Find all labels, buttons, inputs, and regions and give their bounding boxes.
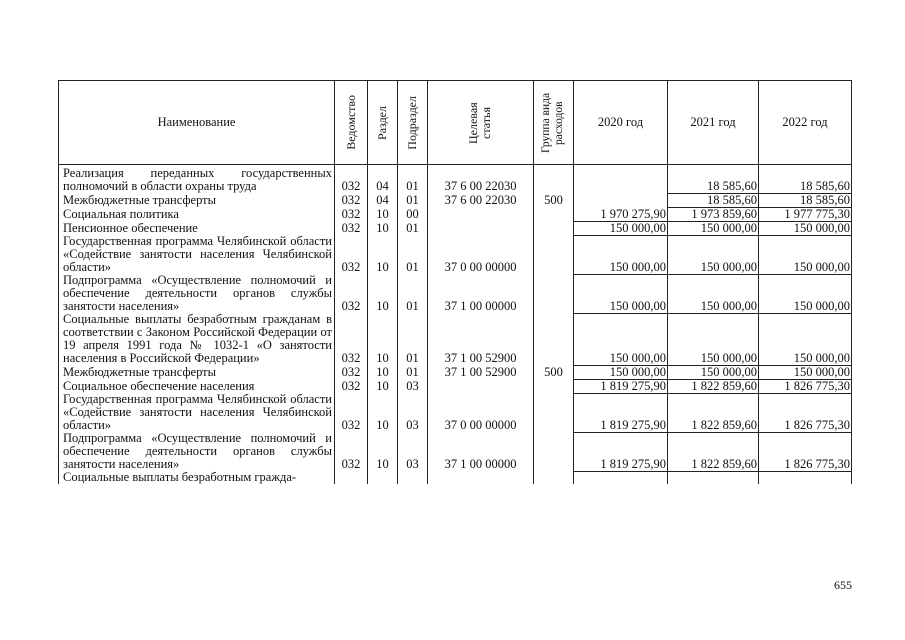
- cell-2020: 150 000,00: [574, 365, 668, 379]
- table-body: [59, 165, 852, 485]
- cell-subsection: 01: [398, 235, 428, 274]
- cell-dept: 032: [335, 221, 368, 235]
- cell-section: 10: [368, 221, 398, 235]
- table-row: [59, 235, 852, 274]
- cell-name: Социальное обеспечение населения: [59, 379, 335, 393]
- cell-target: [428, 471, 534, 484]
- cell-2021: [668, 471, 759, 484]
- cell-2020: 1 819 275,90: [574, 432, 668, 471]
- cell-2020: 1 819 275,90: [574, 379, 668, 393]
- cell-subsection: 01: [398, 274, 428, 313]
- cell-section: 10: [368, 379, 398, 393]
- cell-expense-group: [534, 274, 574, 313]
- cell-subsection: 03: [398, 393, 428, 432]
- column-header-name: Наименование: [59, 81, 335, 165]
- cell-target: 37 0 00 00000: [428, 393, 534, 432]
- cell-2021: 1 822 859,60: [668, 432, 759, 471]
- cell-2020: 1 819 275,90: [574, 393, 668, 432]
- cell-section: 04: [368, 193, 398, 207]
- cell-2021: 1 973 859,60: [668, 207, 759, 221]
- cell-2022: 18 585,60: [759, 165, 852, 194]
- cell-expense-group: [534, 221, 574, 235]
- table-row: [59, 432, 852, 471]
- cell-2020: [574, 193, 668, 207]
- column-header-dept: [335, 81, 368, 165]
- cell-expense-group: 500: [534, 365, 574, 379]
- cell-name: Социальные выплаты безработным гражданам в соответствии с Законом Российской Федерации от 19 апреля 1991 года № 1032-1 «О занятости населения в Российской Федерации»: [59, 313, 335, 365]
- cell-2021: 18 585,60: [668, 193, 759, 207]
- table-header-row: [59, 81, 852, 165]
- cell-expense-group: [534, 207, 574, 221]
- cell-subsection: 03: [398, 432, 428, 471]
- cell-dept: 032: [335, 165, 368, 194]
- column-header-expense-group: [534, 81, 574, 165]
- cell-target: [428, 221, 534, 235]
- cell-name: Социальные выплаты безработным гражда-: [59, 471, 335, 484]
- cell-section: [368, 471, 398, 484]
- cell-expense-group: [534, 432, 574, 471]
- table-row: [59, 393, 852, 432]
- cell-dept: 032: [335, 313, 368, 365]
- cell-target: 37 1 00 52900: [428, 313, 534, 365]
- cell-subsection: [398, 471, 428, 484]
- table-row: [59, 207, 852, 221]
- column-header-section-label: Раздел: [375, 105, 389, 140]
- column-header-target: [428, 81, 534, 165]
- cell-target: 37 0 00 00000: [428, 235, 534, 274]
- cell-2021: 150 000,00: [668, 221, 759, 235]
- cell-subsection: 01: [398, 165, 428, 194]
- column-header-2022: 2022 год: [759, 81, 852, 165]
- cell-expense-group: [534, 313, 574, 365]
- cell-expense-group: [534, 471, 574, 484]
- column-header-subsection-label: Подраздел: [405, 95, 419, 150]
- column-header-target-label: Целевая статья: [465, 101, 493, 144]
- cell-2022: 1 826 775,30: [759, 379, 852, 393]
- table-row: [59, 165, 852, 194]
- cell-dept: 032: [335, 393, 368, 432]
- table-row: [59, 471, 852, 484]
- budget-table: [58, 80, 852, 484]
- table-row: [59, 193, 852, 207]
- cell-section: 10: [368, 313, 398, 365]
- cell-name: Межбюджетные трансферты: [59, 365, 335, 379]
- cell-expense-group: [534, 235, 574, 274]
- cell-2021: 1 822 859,60: [668, 393, 759, 432]
- cell-2021: 150 000,00: [668, 365, 759, 379]
- cell-section: 10: [368, 235, 398, 274]
- column-header-expense-group-label: Группа вида расходов: [539, 92, 565, 153]
- cell-name: Государственная программа Челябинской области «Содействие занятости населения Челябинской области»: [59, 235, 335, 274]
- column-header-dept-label: Ведомство: [343, 95, 358, 150]
- column-header-subsection: [398, 81, 428, 165]
- cell-2020: 150 000,00: [574, 221, 668, 235]
- cell-name: Подпрограмма «Осуществление полномочий и обеспечение деятельности органов службы занятости населения»: [59, 432, 335, 471]
- cell-2022: 18 585,60: [759, 193, 852, 207]
- cell-dept: 032: [335, 207, 368, 221]
- cell-dept: 032: [335, 432, 368, 471]
- cell-subsection: 01: [398, 313, 428, 365]
- table-row: [59, 221, 852, 235]
- cell-dept: 032: [335, 235, 368, 274]
- cell-2021: 1 822 859,60: [668, 379, 759, 393]
- cell-2021: 150 000,00: [668, 313, 759, 365]
- cell-subsection: 01: [398, 193, 428, 207]
- cell-dept: 032: [335, 193, 368, 207]
- cell-2021: 150 000,00: [668, 235, 759, 274]
- column-header-section: [368, 81, 398, 165]
- cell-name: Государственная программа Челябинской области «Содействие занятости населения Челябинской области»: [59, 393, 335, 432]
- cell-2020: [574, 471, 668, 484]
- cell-target: 37 6 00 22030: [428, 165, 534, 194]
- cell-expense-group: [534, 165, 574, 194]
- cell-expense-group: [534, 393, 574, 432]
- cell-2021: 150 000,00: [668, 274, 759, 313]
- cell-target: 37 1 00 00000: [428, 432, 534, 471]
- cell-2022: 150 000,00: [759, 274, 852, 313]
- cell-2020: 150 000,00: [574, 313, 668, 365]
- cell-2020: 1 970 275,90: [574, 207, 668, 221]
- cell-target: 37 1 00 00000: [428, 274, 534, 313]
- cell-section: 04: [368, 165, 398, 194]
- cell-target: 37 6 00 22030: [428, 193, 534, 207]
- cell-target: 37 1 00 52900: [428, 365, 534, 379]
- table-row: [59, 365, 852, 379]
- cell-target: [428, 207, 534, 221]
- cell-dept: 032: [335, 274, 368, 313]
- column-header-2021: 2021 год: [668, 81, 759, 165]
- cell-dept: [335, 471, 368, 484]
- page-number: 655: [834, 578, 852, 592]
- cell-2021: 18 585,60: [668, 165, 759, 194]
- cell-dept: 032: [335, 365, 368, 379]
- cell-2020: [574, 165, 668, 194]
- cell-name: Пенсионное обеспечение: [59, 221, 335, 235]
- cell-section: 10: [368, 274, 398, 313]
- cell-subsection: 00: [398, 207, 428, 221]
- cell-expense-group: 500: [534, 193, 574, 207]
- cell-section: 10: [368, 365, 398, 379]
- cell-expense-group: [534, 379, 574, 393]
- cell-subsection: 01: [398, 365, 428, 379]
- cell-section: 10: [368, 393, 398, 432]
- table-row: [59, 274, 852, 313]
- cell-section: 10: [368, 432, 398, 471]
- cell-2022: 150 000,00: [759, 235, 852, 274]
- cell-2022: 1 826 775,30: [759, 393, 852, 432]
- cell-2022: 1 826 775,30: [759, 432, 852, 471]
- cell-2022: 150 000,00: [759, 365, 852, 379]
- cell-2022: [759, 471, 852, 484]
- cell-target: [428, 379, 534, 393]
- table-row: [59, 313, 852, 365]
- cell-name: Подпрограмма «Осуществление полномочий и обеспечение деятельности органов службы занятости населения»: [59, 274, 335, 313]
- cell-section: 10: [368, 207, 398, 221]
- cell-2020: 150 000,00: [574, 235, 668, 274]
- cell-subsection: 03: [398, 379, 428, 393]
- table-row: [59, 379, 852, 393]
- cell-name: Реализация переданных государственных полномочий в области охраны труда: [59, 165, 335, 194]
- cell-name: Социальная политика: [59, 207, 335, 221]
- cell-name: Межбюджетные трансферты: [59, 193, 335, 207]
- cell-2022: 150 000,00: [759, 313, 852, 365]
- cell-2020: 150 000,00: [574, 274, 668, 313]
- cell-dept: 032: [335, 379, 368, 393]
- budget-document: [58, 80, 851, 570]
- cell-2022: 1 977 775,30: [759, 207, 852, 221]
- cell-subsection: 01: [398, 221, 428, 235]
- cell-2022: 150 000,00: [759, 221, 852, 235]
- column-header-2020: 2020 год: [574, 81, 668, 165]
